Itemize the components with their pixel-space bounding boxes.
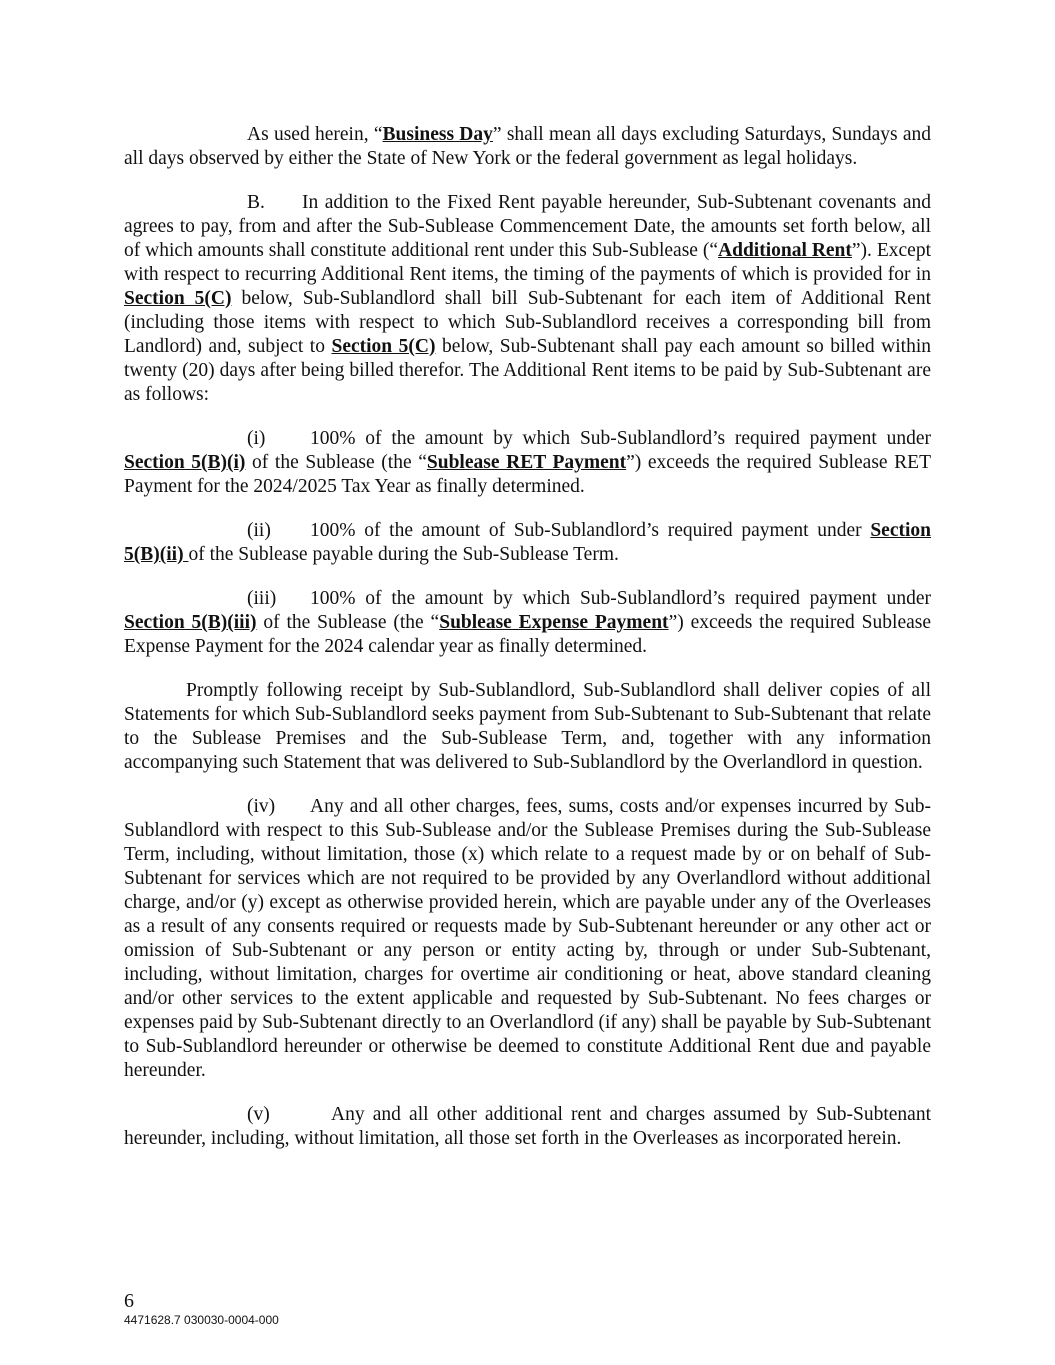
defined-term-business-day: Business Day — [382, 124, 493, 145]
item-v: (v) Any and all other additional rent and charges assumed by Sub-Subtenant hereunder, including, without limitation, all those set forth in the Overleases as incorporated herein. — [124, 1104, 931, 1149]
paragraph-b: B. In addition to the Fixed Rent payable hereunder, Sub-Subtenant covenants and agrees to pay, from and after the Sub-Sublease Commencement Date, the amounts set forth below, all of which amounts shall constitute additional rent under this Sub-Sublease (“Additional Rent”). Except with respect to recurring Additional Rent items, the timing of the payments of which is provided for in Section 5(C) below, Sub-Sublandlord shall bill Sub-Subtenant for each item of Additional Rent (including those items with respect to which Sub-Sublandlord receives a corresponding bill from Landlord) and, subject to Section 5(C) below, Sub-Subtenant shall pay each amount so billed within twenty (20) days after being billed therefor. The Additional Rent items to be paid by Sub-Subtenant are as follows: — [124, 192, 932, 405]
item-label: (iii) — [247, 588, 277, 609]
section-reference: Section 5(B)(iii) — [124, 612, 257, 633]
defined-term-additional-rent: Additional Rent — [718, 240, 852, 261]
defined-term-sublease-expense-payment: Sublease Expense Payment — [439, 612, 669, 633]
paragraph-promptly: Promptly following receipt by Sub-Sublandlord, Sub-Sublandlord shall deliver copies of all Statements for which Sub-Sublandlord seeks payment from Sub-Subtenant to Sub-Subtenant that relate to the Sublease Premises and the Sub-Sublease Term, and, together with any information accompanying such Statement that was delivered to Sub-Sublandlord by the Overlandlord in question. — [124, 680, 931, 773]
paragraph-label: B. — [247, 192, 265, 213]
item-iv: (iv) Any and all other charges, fees, sums, costs and/or expenses incurred by Sub-Sublandlord with respect to this Sub-Sublease and/or the Sublease Premises during the Sub-Sublease Term, including, without limitation, those (x) which relate to a request made by or on behalf of Sub-Subtenant for services which are not required to be provided by any Overlandlord without additional charge, and/or (y) except as otherwise provided herein, which are payable under any of the Overleases as a result of any consents required or requests made by Sub-Subtenant hereunder or any other act or omission of Sub-Subtenant or any person or entity acting by, through or under Sub-Subtenant, including, without limitation, charges for overtime air conditioning or heat, above standard cleaning and/or other services to the extent applicable and requested by Sub-Subtenant. No fees charges or expenses paid by Sub-Subtenant directly to an Overlandlord (if any) shall be payable by Sub-Subtenant to Sub-Sublandlord hereunder or otherwise be deemed to constitute Additional Rent due and payable hereunder. — [124, 796, 931, 1081]
item-ii: (ii) 100% of the amount of Sub-Sublandlord’s required payment under Section 5(B)(ii) of the Sublease payable during the Sub-Sublease Term. — [124, 520, 931, 565]
document-id: 4471628.7 030030-0004-000 — [124, 1313, 279, 1327]
item-label: (ii) — [247, 520, 271, 541]
defined-term-sublease-ret-payment: Sublease RET Payment — [426, 452, 627, 473]
section-reference: Section 5(C) — [124, 288, 232, 309]
document-page — [124, 123, 931, 1171]
section-reference: Section 5(C) — [331, 336, 436, 357]
item-label: (v) — [247, 1104, 270, 1125]
item-label: (i) — [247, 428, 266, 449]
item-iii: (iii) 100% of the amount by which Sub-Sublandlord’s required payment under Section 5(B)(iii) of the Sublease (the “Sublease Expense Payment”) exceeds the required Sublease Expense Payment for the 2024 calendar year as finally determined. — [124, 588, 931, 657]
item-label: (iv) — [247, 796, 276, 817]
item-i: (i) 100% of the amount by which Sub-Sublandlord’s required payment under Section 5(B)(i) of the Sublease (the “Sublease RET Payment”) exceeds the required Sublease RET Payment for the 2024/2025 Tax Year as finally determined. — [124, 428, 932, 497]
section-reference: Section 5(B)(ii) — [124, 520, 931, 565]
page-number: 6 — [124, 1290, 134, 1312]
section-reference: Section 5(B)(i) — [124, 452, 246, 473]
paragraph-business-day: As used herein, “Business Day” shall mean all days excluding Saturdays, Sundays and all days observed by either the State of New York or the federal government as legal holidays. — [124, 124, 931, 169]
